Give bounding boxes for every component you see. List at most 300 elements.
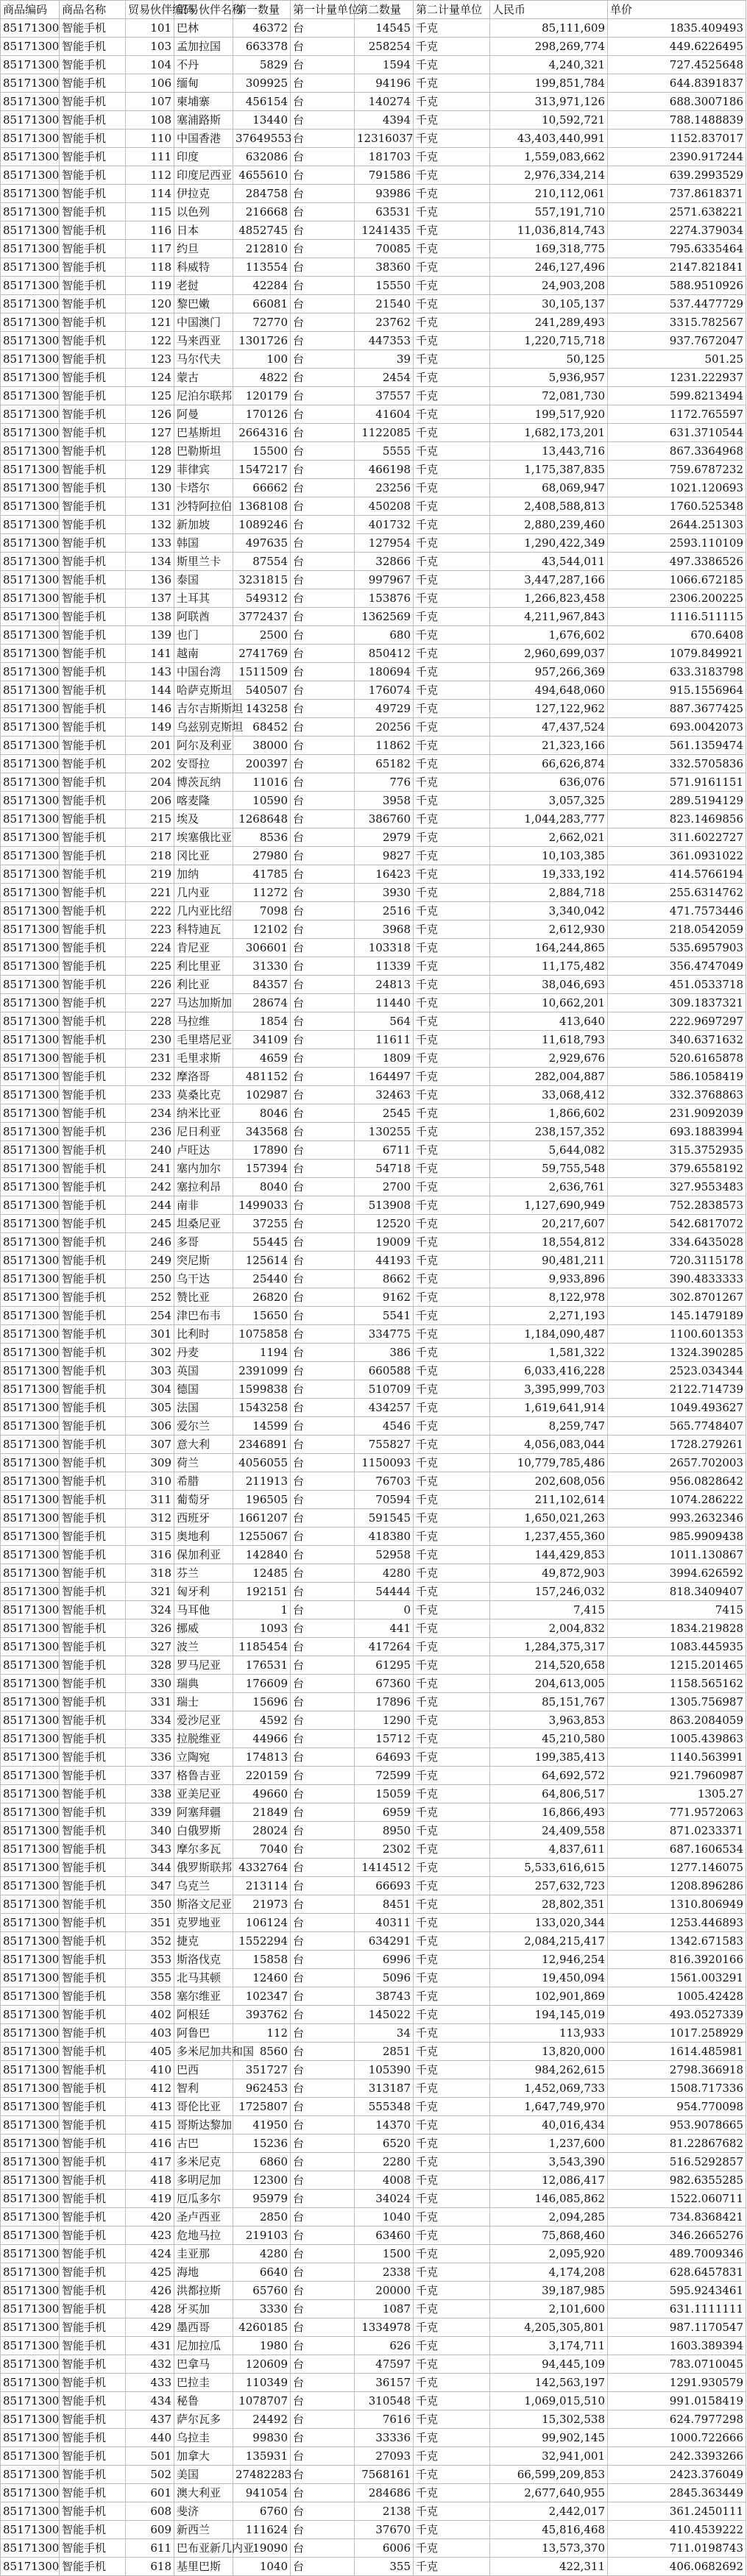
- cell-commodity-code: 85171300: [1, 258, 60, 277]
- cell-second-unit: 千克: [414, 1840, 490, 1859]
- cell-first-unit: 台: [291, 1215, 355, 1233]
- cell-partner-name: 赞比亚: [174, 1288, 233, 1307]
- cell-partner-name: 老挝: [174, 277, 233, 295]
- cell-commodity-code: 85171300: [1, 2245, 60, 2263]
- cell-commodity-code: 85171300: [1, 1344, 60, 1362]
- cell-commodity-name: 智能手机: [60, 1104, 126, 1123]
- cell-first-unit: 台: [291, 166, 355, 185]
- cell-first-unit: 台: [291, 1196, 355, 1215]
- cell-rmb-value: 246,127,496: [490, 258, 608, 277]
- cell-partner-name: 尼泊尔联邦: [174, 387, 233, 405]
- cell-commodity-code: 85171300: [1, 1104, 60, 1123]
- cell-partner-code: 423: [126, 2226, 174, 2245]
- cell-second-quantity: 564: [355, 1012, 414, 1031]
- cell-commodity-code: 85171300: [1, 479, 60, 497]
- cell-second-unit: 千克: [414, 350, 490, 369]
- cell-first-unit: 台: [291, 442, 355, 461]
- cell-unit-price: 1310.806949: [608, 1895, 746, 1914]
- table-row: [1, 2466, 746, 2484]
- table-row: [1, 1399, 746, 1417]
- cell-commodity-name: 智能手机: [60, 902, 126, 920]
- cell-second-unit: 千克: [414, 920, 490, 939]
- cell-unit-price: 871.0233371: [608, 1822, 746, 1840]
- cell-partner-code: 416: [126, 2135, 174, 2153]
- cell-commodity-code: 85171300: [1, 2466, 60, 2484]
- cell-first-quantity: 15650: [233, 1307, 291, 1325]
- cell-second-quantity: 8451: [355, 1895, 414, 1914]
- cell-commodity-code: 85171300: [1, 2337, 60, 2355]
- cell-commodity-code: 85171300: [1, 663, 60, 681]
- table-row: [1, 828, 746, 847]
- cell-rmb-value: 204,613,005: [490, 1675, 608, 1693]
- cell-rmb-value: 636,076: [490, 773, 608, 792]
- cell-first-quantity: 4592: [233, 1711, 291, 1730]
- cell-partner-name: 阿鲁巴: [174, 2024, 233, 2043]
- cell-partner-name: 马达加斯加: [174, 994, 233, 1012]
- cell-partner-code: 227: [126, 994, 174, 1012]
- cell-second-unit: 千克: [414, 221, 490, 240]
- cell-first-unit: 台: [291, 203, 355, 221]
- cell-commodity-name: 智能手机: [60, 2190, 126, 2208]
- cell-unit-price: 1140.563991: [608, 1748, 746, 1767]
- cell-second-unit: 千克: [414, 1730, 490, 1748]
- table-row: [1, 1932, 746, 1951]
- cell-first-quantity: 27980: [233, 847, 291, 865]
- cell-rmb-value: 72,081,730: [490, 387, 608, 405]
- cell-first-quantity: 481152: [233, 1068, 291, 1086]
- cell-commodity-name: 智能手机: [60, 1454, 126, 1472]
- cell-first-unit: 台: [291, 2171, 355, 2190]
- cell-rmb-value: 85,111,609: [490, 19, 608, 38]
- cell-second-quantity: 1334978: [355, 2318, 414, 2337]
- cell-partner-name: 中国澳门: [174, 313, 233, 332]
- cell-unit-price: 688.3007186: [608, 93, 746, 111]
- cell-partner-name: 马拉维: [174, 1012, 233, 1031]
- cell-second-quantity: 24813: [355, 976, 414, 994]
- cell-commodity-code: 85171300: [1, 2061, 60, 2079]
- cell-unit-price: 727.4525648: [608, 56, 746, 74]
- cell-partner-code: 301: [126, 1325, 174, 1344]
- cell-unit-price: 734.8368421: [608, 2208, 746, 2226]
- cell-commodity-name: 智能手机: [60, 1987, 126, 2006]
- table-row: [1, 1987, 746, 2006]
- table-row: [1, 369, 746, 387]
- cell-commodity-code: 85171300: [1, 1380, 60, 1399]
- cell-commodity-code: 85171300: [1, 1601, 60, 1619]
- cell-commodity-name: 智能手机: [60, 2300, 126, 2318]
- cell-partner-name: 加纳: [174, 865, 233, 884]
- cell-partner-code: 417: [126, 2153, 174, 2171]
- cell-second-quantity: 38360: [355, 258, 414, 277]
- cell-partner-code: 429: [126, 2318, 174, 2337]
- cell-unit-price: 2390.917244: [608, 148, 746, 166]
- cell-commodity-name: 智能手机: [60, 129, 126, 148]
- cell-first-unit: 台: [291, 258, 355, 277]
- cell-first-quantity: 28024: [233, 1822, 291, 1840]
- cell-rmb-value: 3,174,711: [490, 2337, 608, 2355]
- cell-commodity-name: 智能手机: [60, 369, 126, 387]
- cell-unit-price: 993.2632346: [608, 1509, 746, 1527]
- cell-second-unit: 千克: [414, 2226, 490, 2245]
- cell-rmb-value: 199,517,920: [490, 405, 608, 424]
- cell-partner-code: 215: [126, 810, 174, 828]
- cell-second-quantity: 1241435: [355, 221, 414, 240]
- cell-second-unit: 千克: [414, 718, 490, 737]
- cell-first-quantity: 12300: [233, 2171, 291, 2190]
- cell-second-quantity: 3958: [355, 792, 414, 810]
- cell-partner-name: 菲律宾: [174, 461, 233, 479]
- cell-second-quantity: 63460: [355, 2226, 414, 2245]
- cell-first-unit: 台: [291, 1178, 355, 1196]
- cell-commodity-name: 智能手机: [60, 553, 126, 571]
- cell-commodity-name: 智能手机: [60, 608, 126, 626]
- cell-commodity-code: 85171300: [1, 1491, 60, 1509]
- cell-partner-name: 巴林: [174, 19, 233, 38]
- cell-commodity-code: 85171300: [1, 111, 60, 129]
- cell-commodity-name: 智能手机: [60, 1288, 126, 1307]
- cell-partner-name: 安哥拉: [174, 755, 233, 773]
- cell-first-quantity: 42284: [233, 277, 291, 295]
- cell-second-unit: 千克: [414, 424, 490, 442]
- table-row: [1, 2521, 746, 2539]
- cell-partner-code: 202: [126, 755, 174, 773]
- cell-commodity-code: 85171300: [1, 1252, 60, 1270]
- cell-partner-code: 315: [126, 1527, 174, 1546]
- cell-commodity-name: 智能手机: [60, 1803, 126, 1822]
- cell-first-quantity: 46372: [233, 19, 291, 38]
- cell-unit-price: 788.1488839: [608, 111, 746, 129]
- cell-partner-name: 斯洛文尼亚: [174, 1895, 233, 1914]
- cell-partner-name: 毛里塔尼亚: [174, 1031, 233, 1049]
- cell-partner-code: 440: [126, 2429, 174, 2447]
- cell-first-quantity: 111624: [233, 2521, 291, 2539]
- cell-commodity-code: 85171300: [1, 2098, 60, 2116]
- table-row: [1, 38, 746, 56]
- cell-rmb-value: 5,936,957: [490, 369, 608, 387]
- cell-first-unit: 台: [291, 2374, 355, 2392]
- cell-second-quantity: 386: [355, 1344, 414, 1362]
- cell-rmb-value: 169,318,775: [490, 240, 608, 258]
- table-row: [1, 2355, 746, 2374]
- cell-first-unit: 台: [291, 645, 355, 663]
- cell-first-quantity: 1268648: [233, 810, 291, 828]
- cell-first-quantity: 663378: [233, 38, 291, 56]
- cell-first-unit: 台: [291, 38, 355, 56]
- cell-partner-name: 尼日利亚: [174, 1123, 233, 1141]
- cell-second-quantity: 2979: [355, 828, 414, 847]
- cell-rmb-value: 157,246,032: [490, 1583, 608, 1601]
- cell-unit-price: 1074.286222: [608, 1491, 746, 1509]
- cell-second-quantity: 417264: [355, 1638, 414, 1656]
- cell-commodity-name: 智能手机: [60, 645, 126, 663]
- cell-first-unit: 台: [291, 2024, 355, 2043]
- cell-second-quantity: 23256: [355, 479, 414, 497]
- cell-commodity-code: 85171300: [1, 626, 60, 645]
- cell-first-quantity: 28674: [233, 994, 291, 1012]
- cell-rmb-value: 4,837,611: [490, 1840, 608, 1859]
- cell-partner-code: 501: [126, 2447, 174, 2466]
- cell-first-quantity: 1093: [233, 1619, 291, 1638]
- cell-commodity-name: 智能手机: [60, 792, 126, 810]
- cell-first-unit: 台: [291, 148, 355, 166]
- cell-second-quantity: 20256: [355, 718, 414, 737]
- cell-partner-name: 俄罗斯联邦: [174, 1859, 233, 1877]
- cell-second-unit: 千克: [414, 1178, 490, 1196]
- cell-first-quantity: 2500: [233, 626, 291, 645]
- cell-second-quantity: 54444: [355, 1583, 414, 1601]
- cell-second-quantity: 755827: [355, 1436, 414, 1454]
- cell-first-quantity: 962453: [233, 2079, 291, 2098]
- cell-rmb-value: 957,266,369: [490, 663, 608, 681]
- cell-rmb-value: 19,333,192: [490, 865, 608, 884]
- cell-first-unit: 台: [291, 2006, 355, 2024]
- cell-rmb-value: 164,244,865: [490, 939, 608, 957]
- cell-second-unit: 千克: [414, 295, 490, 313]
- cell-second-unit: 千克: [414, 1656, 490, 1675]
- cell-partner-name: 斯里兰卡: [174, 553, 233, 571]
- table-row: [1, 1270, 746, 1288]
- cell-rmb-value: 282,004,887: [490, 1068, 608, 1086]
- table-row: [1, 2318, 746, 2337]
- cell-partner-name: 危地马拉: [174, 2226, 233, 2245]
- cell-first-unit: 台: [291, 571, 355, 589]
- cell-second-quantity: 32866: [355, 553, 414, 571]
- cell-second-quantity: 34: [355, 2024, 414, 2043]
- table-row: [1, 2374, 746, 2392]
- cell-unit-price: 145.1479189: [608, 1307, 746, 1325]
- cell-first-unit: 台: [291, 1601, 355, 1619]
- cell-rmb-value: 38,046,693: [490, 976, 608, 994]
- cell-unit-price: 1835.409493: [608, 19, 746, 38]
- cell-first-quantity: 113554: [233, 258, 291, 277]
- cell-first-quantity: 13440: [233, 111, 291, 129]
- cell-partner-code: 101: [126, 19, 174, 38]
- table-row: [1, 2429, 746, 2447]
- cell-first-quantity: 66662: [233, 479, 291, 497]
- cell-second-unit: 千克: [414, 1951, 490, 1969]
- cell-unit-price: 818.3409407: [608, 1583, 746, 1601]
- cell-rmb-value: 1,237,600: [490, 2135, 608, 2153]
- cell-commodity-code: 85171300: [1, 1068, 60, 1086]
- cell-partner-code: 123: [126, 350, 174, 369]
- cell-rmb-value: 1,647,749,970: [490, 2098, 608, 2116]
- cell-unit-price: 311.6022727: [608, 828, 746, 847]
- cell-partner-name: 中国香港: [174, 129, 233, 148]
- cell-partner-code: 130: [126, 479, 174, 497]
- cell-unit-price: 571.9161151: [608, 773, 746, 792]
- cell-partner-name: 尼加拉瓜: [174, 2337, 233, 2355]
- cell-commodity-code: 85171300: [1, 2484, 60, 2502]
- cell-partner-name: 印度: [174, 148, 233, 166]
- cell-partner-code: 115: [126, 203, 174, 221]
- cell-first-unit: 台: [291, 1785, 355, 1803]
- table-row: [1, 1656, 746, 1675]
- cell-first-quantity: 1552294: [233, 1932, 291, 1951]
- cell-second-unit: 千克: [414, 2392, 490, 2410]
- cell-commodity-code: 85171300: [1, 1086, 60, 1104]
- cell-partner-name: 比利时: [174, 1325, 233, 1344]
- cell-partner-code: 133: [126, 534, 174, 553]
- cell-second-unit: 千克: [414, 1914, 490, 1932]
- cell-commodity-code: 85171300: [1, 2043, 60, 2061]
- cell-second-unit: 千克: [414, 847, 490, 865]
- cell-first-unit: 台: [291, 792, 355, 810]
- table-row: [1, 111, 746, 129]
- cell-rmb-value: 5,533,616,615: [490, 1859, 608, 1877]
- cell-second-unit: 千克: [414, 240, 490, 258]
- cell-first-quantity: 12460: [233, 1969, 291, 1987]
- cell-first-unit: 台: [291, 2484, 355, 2502]
- cell-commodity-code: 85171300: [1, 1509, 60, 1527]
- table-row: [1, 1160, 746, 1178]
- cell-commodity-code: 85171300: [1, 38, 60, 56]
- cell-commodity-code: 85171300: [1, 1638, 60, 1656]
- cell-partner-code: 124: [126, 369, 174, 387]
- cell-unit-price: 451.0533718: [608, 976, 746, 994]
- cell-first-unit: 台: [291, 2135, 355, 2153]
- cell-rmb-value: 257,632,723: [490, 1877, 608, 1895]
- cell-first-quantity: 157394: [233, 1160, 291, 1178]
- cell-second-quantity: 634291: [355, 1932, 414, 1951]
- cell-first-unit: 台: [291, 1895, 355, 1914]
- cell-commodity-code: 85171300: [1, 1307, 60, 1325]
- cell-commodity-code: 85171300: [1, 2300, 60, 2318]
- cell-second-unit: 千克: [414, 516, 490, 534]
- cell-partner-name: 以色列: [174, 203, 233, 221]
- cell-second-quantity: 355: [355, 2558, 414, 2576]
- cell-unit-price: 1508.717336: [608, 2079, 746, 2098]
- table-row: [1, 2484, 746, 2502]
- cell-rmb-value: 2,271,193: [490, 1307, 608, 1325]
- cell-first-unit: 台: [291, 737, 355, 755]
- cell-partner-code: 244: [126, 1196, 174, 1215]
- table-row: [1, 608, 746, 626]
- cell-second-quantity: 12520: [355, 1215, 414, 1233]
- cell-first-unit: 台: [291, 663, 355, 681]
- cell-unit-price: 561.1359474: [608, 737, 746, 755]
- cell-second-unit: 千克: [414, 2410, 490, 2429]
- cell-partner-code: 224: [126, 939, 174, 957]
- cell-second-quantity: 103318: [355, 939, 414, 957]
- cell-second-quantity: 9162: [355, 1288, 414, 1307]
- cell-commodity-code: 85171300: [1, 1840, 60, 1859]
- cell-unit-price: 7415: [608, 1601, 746, 1619]
- table-row: [1, 773, 746, 792]
- cell-first-quantity: 6860: [233, 2153, 291, 2171]
- cell-first-unit: 台: [291, 1417, 355, 1436]
- cell-unit-price: 1079.849921: [608, 645, 746, 663]
- table-row: [1, 277, 746, 295]
- cell-rmb-value: 1,184,090,487: [490, 1325, 608, 1344]
- cell-partner-code: 131: [126, 497, 174, 516]
- cell-first-quantity: 135931: [233, 2447, 291, 2466]
- table-row: [1, 479, 746, 497]
- cell-partner-code: 405: [126, 2043, 174, 2061]
- cell-first-unit: 台: [291, 277, 355, 295]
- cell-first-unit: 台: [291, 2282, 355, 2300]
- cell-commodity-name: 智能手机: [60, 258, 126, 277]
- cell-first-quantity: 2664316: [233, 424, 291, 442]
- table-row: [1, 1362, 746, 1380]
- cell-unit-price: 334.6435028: [608, 1233, 746, 1252]
- cell-rmb-value: 94,445,109: [490, 2355, 608, 2374]
- cell-commodity-code: 85171300: [1, 1803, 60, 1822]
- cell-second-unit: 千克: [414, 1693, 490, 1711]
- cell-first-quantity: 4852745: [233, 221, 291, 240]
- cell-second-unit: 千克: [414, 258, 490, 277]
- cell-unit-price: 954.770098: [608, 2098, 746, 2116]
- cell-partner-code: 336: [126, 1748, 174, 1767]
- table-row: [1, 1619, 746, 1638]
- cell-first-quantity: 216668: [233, 203, 291, 221]
- cell-commodity-code: 85171300: [1, 534, 60, 553]
- cell-partner-name: 埃及: [174, 810, 233, 828]
- cell-rmb-value: 2,929,676: [490, 1049, 608, 1068]
- table-row: [1, 1895, 746, 1914]
- cell-second-quantity: 8662: [355, 1270, 414, 1288]
- cell-commodity-name: 智能手机: [60, 2263, 126, 2282]
- table-row: [1, 1380, 746, 1399]
- cell-first-quantity: 220159: [233, 1767, 291, 1785]
- cell-unit-price: 771.9572063: [608, 1803, 746, 1822]
- cell-partner-code: 107: [126, 93, 174, 111]
- cell-partner-code: 338: [126, 1785, 174, 1803]
- cell-rmb-value: 2,976,334,214: [490, 166, 608, 185]
- cell-first-unit: 台: [291, 1969, 355, 1987]
- cell-unit-price: 711.0198743: [608, 2539, 746, 2558]
- cell-second-unit: 千克: [414, 479, 490, 497]
- cell-first-quantity: 27482283: [233, 2466, 291, 2484]
- cell-unit-price: 887.3677425: [608, 700, 746, 718]
- cell-unit-price: 493.0527339: [608, 2006, 746, 2024]
- cell-rmb-value: 3,395,999,703: [490, 1380, 608, 1399]
- cell-unit-price: 1603.389394: [608, 2337, 746, 2355]
- cell-rmb-value: 8,122,978: [490, 1288, 608, 1307]
- cell-unit-price: 1834.219828: [608, 1619, 746, 1638]
- cell-rmb-value: 13,820,000: [490, 2043, 608, 2061]
- cell-commodity-name: 智能手机: [60, 1086, 126, 1104]
- cell-second-quantity: 17896: [355, 1693, 414, 1711]
- cell-commodity-name: 智能手机: [60, 755, 126, 773]
- header-partner-name: 贸易伙伴名称: [174, 1, 233, 19]
- header-commodity-code: 商品编码: [1, 1, 60, 19]
- cell-second-quantity: 466198: [355, 461, 414, 479]
- cell-unit-price: 3994.626592: [608, 1564, 746, 1583]
- cell-rmb-value: 4,174,208: [490, 2263, 608, 2282]
- cell-first-unit: 台: [291, 1583, 355, 1601]
- cell-partner-name: 哥伦比亚: [174, 2098, 233, 2116]
- cell-second-unit: 千克: [414, 865, 490, 884]
- cell-partner-name: 孟加拉国: [174, 38, 233, 56]
- header-second-quantity: 第二数量: [355, 1, 414, 19]
- cell-partner-name: 伊拉克: [174, 185, 233, 203]
- table-row: [1, 313, 746, 332]
- cell-first-quantity: 1: [233, 1601, 291, 1619]
- cell-first-quantity: 7040: [233, 1840, 291, 1859]
- cell-first-unit: 台: [291, 129, 355, 148]
- cell-commodity-code: 85171300: [1, 2226, 60, 2245]
- cell-partner-name: 缅甸: [174, 74, 233, 93]
- table-row: [1, 1436, 746, 1454]
- cell-commodity-name: 智能手机: [60, 571, 126, 589]
- cell-commodity-name: 智能手机: [60, 1049, 126, 1068]
- cell-commodity-code: 85171300: [1, 884, 60, 902]
- table-row: [1, 1215, 746, 1233]
- cell-second-unit: 千克: [414, 534, 490, 553]
- cell-first-quantity: 15696: [233, 1693, 291, 1711]
- cell-first-unit: 台: [291, 1987, 355, 2006]
- table-row: [1, 1049, 746, 1068]
